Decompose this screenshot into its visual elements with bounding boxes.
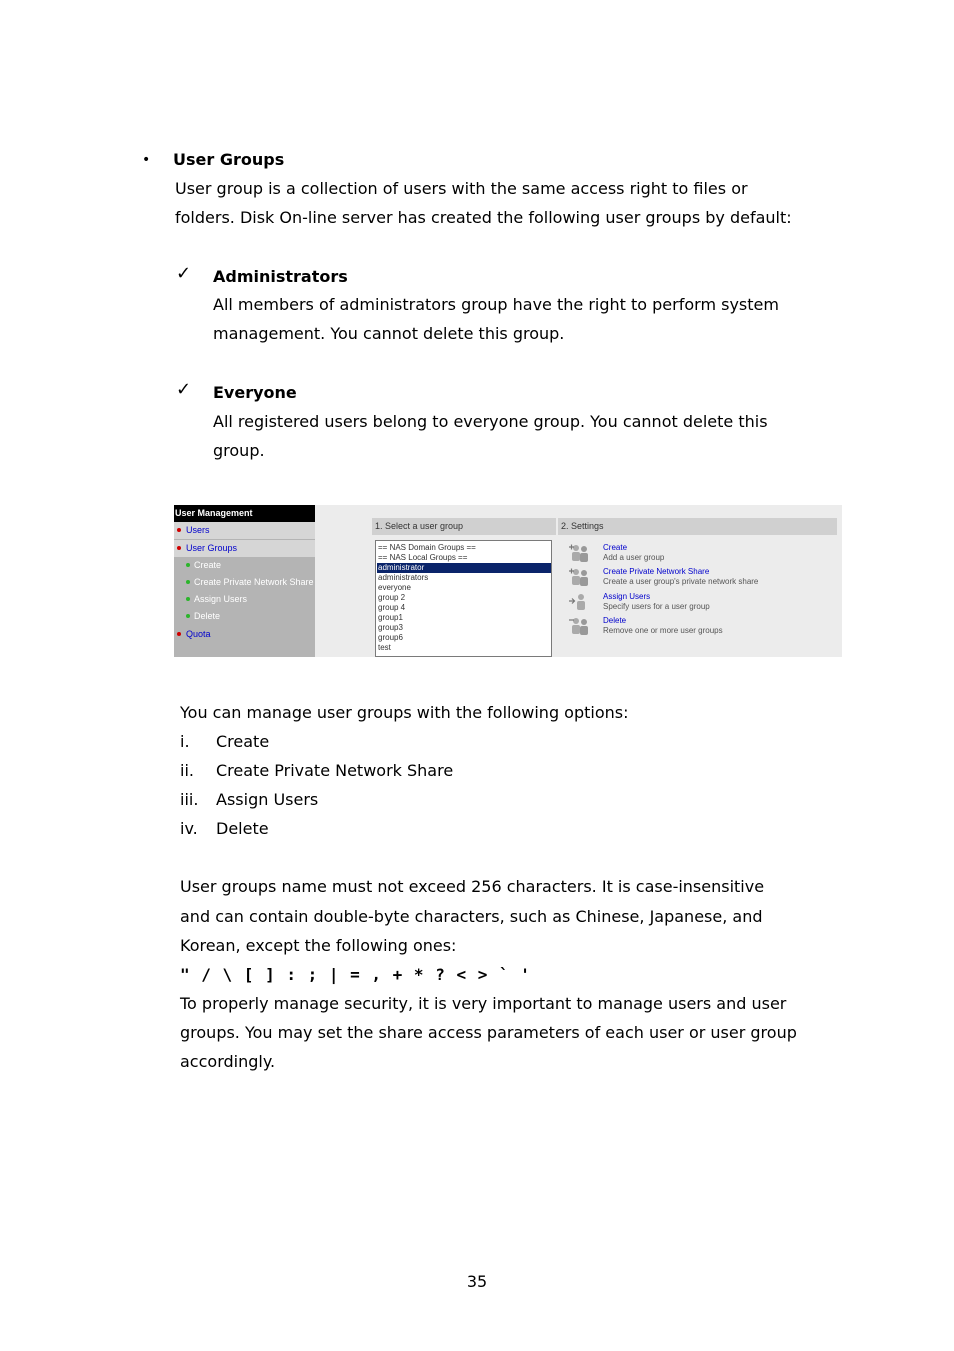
intro-line: folders. Disk On-line server has created the following user groups by default:: [175, 208, 792, 227]
sidebar: [174, 505, 315, 657]
naming-line: Korean, except the following ones:: [180, 936, 457, 955]
check-icon: ✓: [176, 263, 192, 284]
forbidden-characters: " / \ [ ] : ; | = , + * ? < > ` ': [180, 965, 531, 984]
sidebar-title: User Management: [174, 505, 315, 522]
sidebar-item-label: Create: [194, 560, 222, 570]
option-number: ii.: [180, 761, 194, 780]
option-text: Assign Users: [216, 790, 319, 809]
users-delete-icon: [568, 616, 592, 636]
sidebar-item-users[interactable]: [174, 522, 315, 539]
list-item[interactable]: group1: [378, 613, 403, 622]
sidebar-item-label: Assign Users: [194, 594, 248, 604]
group-listbox[interactable]: [375, 540, 552, 657]
list-item[interactable]: everyone: [378, 583, 411, 592]
bullet-icon: [177, 632, 181, 636]
user-assign-icon: [568, 592, 592, 612]
intro-line: User group is a collection of users with the same access right to files or: [175, 179, 748, 198]
group-desc-line: management. You cannot delete this group.: [213, 324, 565, 343]
sidebar-item-create[interactable]: [174, 557, 315, 574]
user-management-screenshot: [174, 505, 842, 657]
security-line: accordingly.: [180, 1052, 276, 1071]
settings-header: 2. Settings: [558, 518, 837, 535]
sidebar-item-label: Users: [186, 525, 210, 535]
option-number: iii.: [180, 790, 199, 809]
bullet-icon: [186, 614, 190, 618]
group-desc-line: All registered users belong to everyone group. You cannot delete this: [213, 412, 768, 431]
setting-title[interactable]: Assign Users: [603, 592, 651, 601]
bullet-icon: [177, 528, 181, 532]
option-text: Create: [216, 732, 270, 751]
bullet-icon: [186, 597, 190, 601]
sidebar-item-delete[interactable]: [174, 608, 315, 625]
group-desc-line: All members of administrators group have the right to perform system: [213, 295, 779, 314]
sidebar-item-assign-users[interactable]: [174, 591, 315, 608]
list-item[interactable]: administrators: [378, 573, 429, 582]
list-item[interactable]: == NAS Domain Groups ==: [378, 543, 476, 552]
list-item[interactable]: == NAS Local Groups ==: [378, 553, 468, 562]
list-item[interactable]: group3: [378, 623, 403, 632]
bullet-marker: •: [142, 152, 151, 168]
security-line: To properly manage security, it is very important to manage users and user: [180, 994, 787, 1013]
sidebar-item-label: Delete: [194, 611, 221, 621]
bullet-icon: [186, 580, 190, 584]
sidebar-item-create-private-share[interactable]: [174, 574, 315, 591]
check-icon: ✓: [176, 379, 192, 400]
option-text: Delete: [216, 819, 269, 838]
page-number: 35: [466, 1272, 488, 1291]
sidebar-item-quota[interactable]: [174, 626, 315, 643]
list-item[interactable]: group6: [378, 633, 403, 642]
setting-desc: Create a user group's private network share: [603, 577, 759, 586]
group-desc-line: group.: [213, 441, 265, 460]
option-number: iv.: [180, 819, 198, 838]
security-line: groups. You may set the share access parameters of each user or user group: [180, 1023, 797, 1042]
users-add-icon: [568, 543, 592, 563]
options-intro: You can manage user groups with the following options:: [180, 703, 629, 722]
option-text: Create Private Network Share: [216, 761, 454, 780]
setting-desc: Remove one or more user groups: [603, 626, 723, 635]
users-share-icon: [568, 567, 592, 587]
sidebar-item-label: Quota: [186, 629, 211, 639]
sidebar-item-label: Create Private Network Share: [194, 577, 314, 587]
section-title: User Groups: [173, 150, 285, 169]
bullet-icon: [177, 546, 181, 550]
naming-line: User groups name must not exceed 256 characters. It is case-insensitive: [180, 877, 765, 896]
option-number: i.: [180, 732, 190, 751]
setting-desc: Add a user group: [603, 553, 665, 562]
list-item[interactable]: test: [378, 643, 391, 652]
setting-title[interactable]: Create: [603, 543, 628, 552]
list-item[interactable]: group 4: [378, 603, 406, 612]
setting-desc: Specify users for a user group: [603, 602, 710, 611]
setting-title[interactable]: Delete: [603, 616, 627, 625]
bullet-icon: [186, 563, 190, 567]
sidebar-item-user-groups[interactable]: [174, 540, 315, 557]
naming-line: and can contain double-byte characters, such as Chinese, Japanese, and: [180, 907, 763, 926]
select-group-header: 1. Select a user group: [372, 518, 556, 535]
list-item-selected[interactable]: administrator: [377, 563, 551, 573]
group-name-administrators: Administrators: [213, 267, 348, 286]
list-item[interactable]: group 2: [378, 593, 406, 602]
group-name-everyone: Everyone: [213, 383, 297, 402]
sidebar-item-label: User Groups: [186, 543, 238, 553]
setting-title[interactable]: Create Private Network Share: [603, 567, 710, 576]
